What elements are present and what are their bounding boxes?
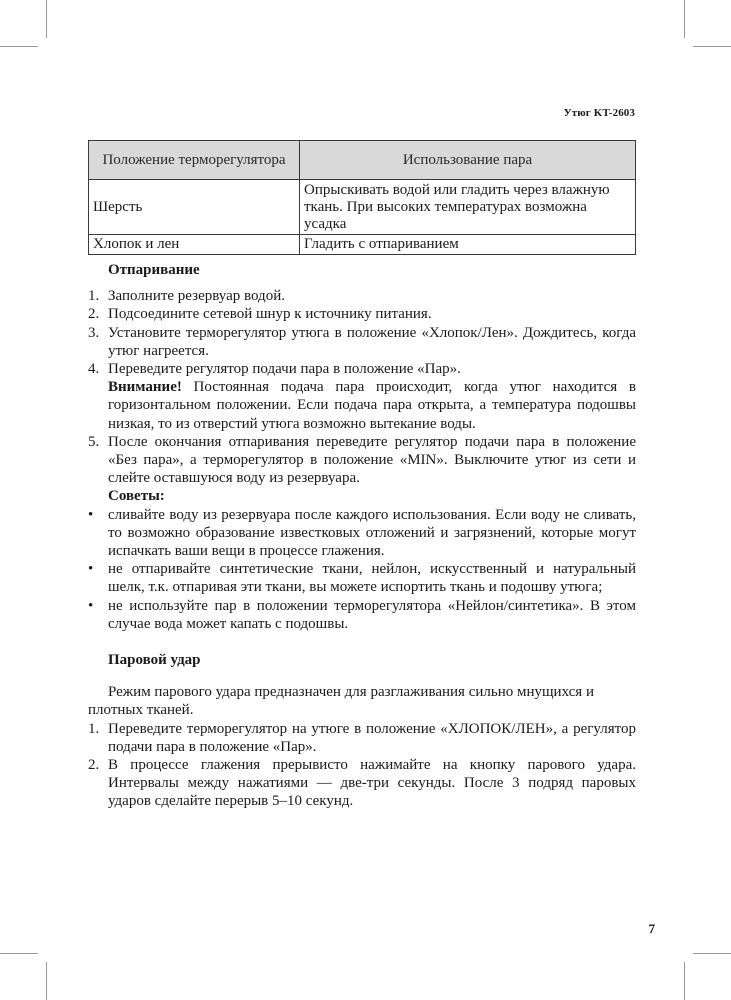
tips-title-text: Советы: <box>108 488 165 505</box>
column-header: Использование пара <box>300 141 636 180</box>
list-item <box>88 324 636 360</box>
list-item <box>88 720 636 756</box>
step-number: 2. <box>88 757 100 774</box>
step-number: 1. <box>88 720 100 737</box>
warning-note <box>88 378 636 433</box>
bullet: • <box>88 597 94 614</box>
list-item <box>88 597 636 633</box>
crop-mark <box>0 46 38 47</box>
step-text: Заполните резервуар водой. <box>108 288 285 305</box>
tips-list <box>88 506 636 633</box>
step-text: После окончания отпаривания переведите регулятор подачи пара в положение «Без пара», а терморегулятор в положение «MIN». Выключите утюг из сети и слейте оставшуюся воду из резервуара. <box>108 433 636 487</box>
table-row <box>89 180 636 235</box>
step-number: 1. <box>88 288 100 305</box>
list-item <box>88 560 636 596</box>
table-cell: Шерсть <box>89 180 300 235</box>
crop-mark <box>0 953 38 954</box>
warning-text: Постоянная подача пара происходит, когда утюг находится в горизонтальном положении. Если подача пара открыта, а температура подошвы низкая, то из отверстий утюга возможно вытекание воды. <box>108 379 636 432</box>
tips-title <box>88 487 636 505</box>
tip-text: не отпаривайте синтетические ткани, нейлон, искусственный и натуральный шелк, т.к. отпаривая эти ткани, вы можете испортить ткань и подошву утюга; <box>108 561 636 596</box>
step-number: 4. <box>88 361 100 378</box>
list-item <box>88 433 636 488</box>
crop-mark <box>46 962 47 1000</box>
step-text: В процессе глажения прерывисто нажимайте на кнопку парового удара. Интервалы между нажатиями — две-три секунды. После 3 подряд паровых ударов сделайте перерыв 5–10 секунд. <box>108 757 636 810</box>
page-content <box>88 140 636 811</box>
tip-text: сливайте воду из резервуара после каждого использования. Если воду не сливать, то возможно образование известковых отложений и загрязнений, которые могут испачкать ваши вещи в процессе глажения. <box>108 506 636 560</box>
step-text: Переведите терморегулятор на утюге в положение «ХЛОПОК/ЛЕН», а регулятор подачи пара в положение «Пар». <box>108 720 636 755</box>
steam-burst-intro <box>88 683 636 719</box>
step-number: 3. <box>88 324 100 341</box>
column-header: Положение терморегулятора <box>89 141 300 180</box>
bullet: • <box>88 561 94 578</box>
list-item <box>88 287 636 305</box>
steaming-steps-final <box>88 433 636 488</box>
section-title-steam-burst: Паровой удар <box>108 652 201 669</box>
intro-text: Режим парового удара предназначен для разглаживания сильно мнущихся и плотных тканей. <box>88 684 594 719</box>
page-number: 7 <box>648 921 655 936</box>
step-text: Установите терморегулятор утюга в положение «Хлопок/Лен». Дождитесь, когда утюг нагреется. <box>108 324 636 359</box>
warning-label: Внимание! <box>108 379 182 396</box>
table-cell: Опрыскивать водой или гладить через влажную ткань. При высоких температурах возможна усадка <box>300 180 636 235</box>
crop-mark <box>46 0 47 38</box>
steam-burst-steps <box>88 720 636 811</box>
step-text: Подсоедините сетевой шнур к источнику питания. <box>108 306 432 323</box>
steam-usage-table <box>88 140 636 255</box>
step-number: 5. <box>88 433 100 450</box>
list-item <box>88 756 636 811</box>
section-title-steaming: Отпаривание <box>108 262 200 278</box>
list-item <box>88 360 636 378</box>
table-cell: Гладить с отпариванием <box>300 235 636 255</box>
step-number: 2. <box>88 306 100 323</box>
running-header: Утюг KT-2603 <box>563 107 635 119</box>
tip-text: не используйте пар в положении терморегулятора «Нейлон/синтетика». В этом случае вода может капать с подошвы. <box>108 597 636 632</box>
crop-mark <box>684 0 685 38</box>
crop-mark <box>693 46 731 47</box>
table-row <box>89 235 636 255</box>
table-header-row <box>89 141 636 180</box>
list-item <box>88 506 636 561</box>
list-item <box>88 305 636 323</box>
step-text: Переведите регулятор подачи пара в положение «Пар». <box>108 361 461 378</box>
crop-mark <box>693 953 731 954</box>
bullet: • <box>88 506 94 523</box>
crop-mark <box>684 962 685 1000</box>
table-cell: Хлопок и лен <box>89 235 300 255</box>
steaming-steps <box>88 287 636 378</box>
